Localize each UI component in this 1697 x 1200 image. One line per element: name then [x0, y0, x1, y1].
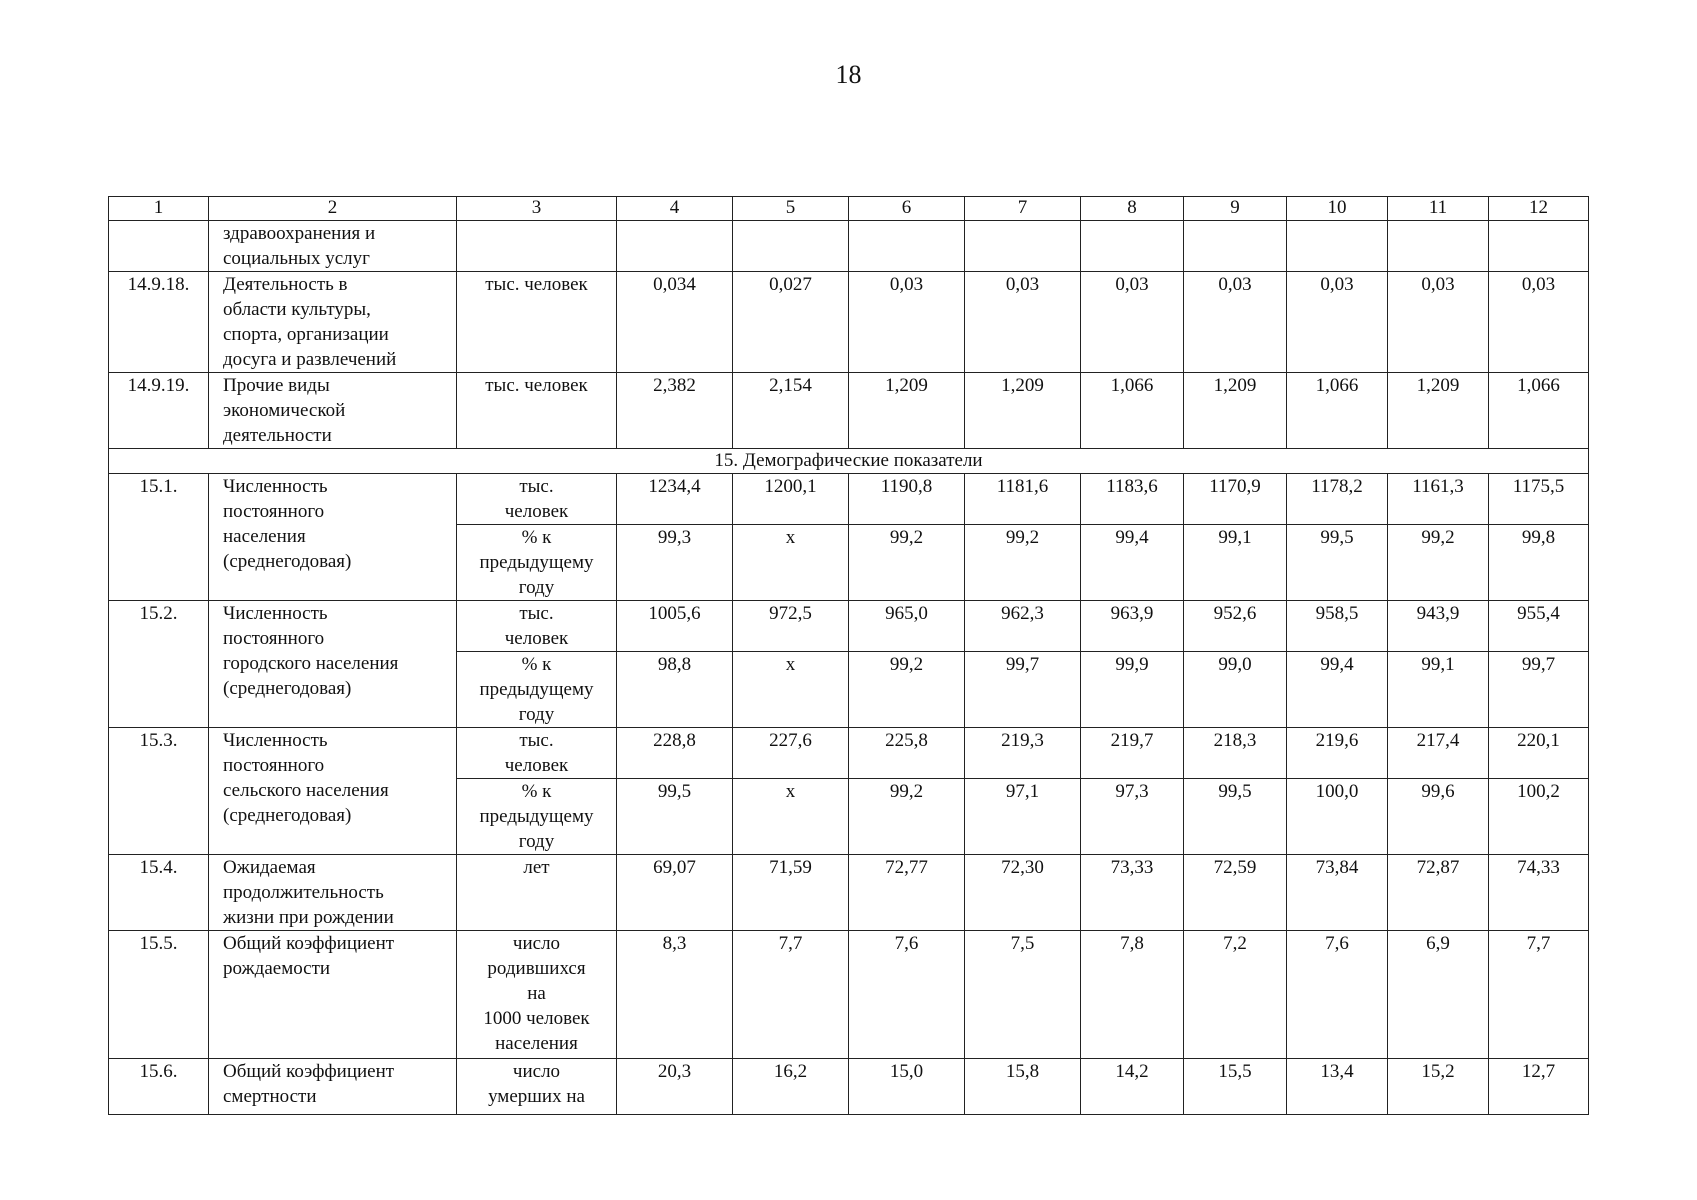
table-row: [109, 221, 1589, 272]
value-cell: 217,4: [1388, 728, 1489, 779]
value-cell: 100,2: [1489, 779, 1589, 855]
value-cell: 72,59: [1184, 855, 1287, 931]
indicator-name: Численность постоянного городского населения (среднегодовая): [209, 601, 457, 728]
value-cell: 962,3: [965, 601, 1081, 652]
row-number: 15.1.: [109, 474, 209, 601]
value-cell: 2,154: [733, 373, 849, 449]
value-cell: x: [733, 652, 849, 728]
value-cell: 0,03: [965, 272, 1081, 373]
value-cell: 1005,6: [617, 601, 733, 652]
value-cell: 99,1: [1388, 652, 1489, 728]
value-cell: [1489, 221, 1589, 272]
table-row: [109, 1059, 1589, 1115]
column-number: 9: [1184, 197, 1287, 221]
row-number: 15.3.: [109, 728, 209, 855]
value-cell: 1,066: [1081, 373, 1184, 449]
value-cell: 99,5: [617, 779, 733, 855]
table-row: [109, 855, 1589, 931]
value-cell: 71,59: [733, 855, 849, 931]
value-cell: 99,4: [1287, 652, 1388, 728]
value-cell: 0,03: [1184, 272, 1287, 373]
value-cell: 99,9: [1081, 652, 1184, 728]
value-cell: 1183,6: [1081, 474, 1184, 525]
value-cell: 228,8: [617, 728, 733, 779]
value-cell: 97,3: [1081, 779, 1184, 855]
unit: % к предыдущему году: [457, 652, 617, 728]
value-cell: 15,5: [1184, 1059, 1287, 1115]
value-cell: 7,7: [1489, 931, 1589, 1059]
value-cell: 99,5: [1287, 525, 1388, 601]
value-cell: 943,9: [1388, 601, 1489, 652]
table-row: [109, 373, 1589, 449]
value-cell: 15,2: [1388, 1059, 1489, 1115]
unit: % к предыдущему году: [457, 779, 617, 855]
column-number: 12: [1489, 197, 1589, 221]
section-title: 15. Демографические показатели: [109, 449, 1589, 474]
value-cell: 99,2: [849, 779, 965, 855]
value-cell: 955,4: [1489, 601, 1589, 652]
unit: лет: [457, 855, 617, 931]
column-number: 7: [965, 197, 1081, 221]
value-cell: 99,5: [1184, 779, 1287, 855]
column-number: 3: [457, 197, 617, 221]
value-cell: [617, 221, 733, 272]
value-cell: 1200,1: [733, 474, 849, 525]
value-cell: 99,4: [1081, 525, 1184, 601]
value-cell: 1,209: [965, 373, 1081, 449]
table-row: [109, 601, 1589, 652]
value-cell: 20,3: [617, 1059, 733, 1115]
unit: число умерших на: [457, 1059, 617, 1115]
value-cell: 99,1: [1184, 525, 1287, 601]
value-cell: 0,027: [733, 272, 849, 373]
row-number: 15.6.: [109, 1059, 209, 1115]
value-cell: 13,4: [1287, 1059, 1388, 1115]
value-cell: [1287, 221, 1388, 272]
table-body: [109, 197, 1589, 1115]
table-row: [109, 272, 1589, 373]
value-cell: 1,209: [1388, 373, 1489, 449]
value-cell: 72,30: [965, 855, 1081, 931]
value-cell: [1388, 221, 1489, 272]
column-number: 8: [1081, 197, 1184, 221]
value-cell: 972,5: [733, 601, 849, 652]
value-cell: 99,3: [617, 525, 733, 601]
value-cell: 99,7: [1489, 652, 1589, 728]
row-number-cell: [109, 221, 209, 272]
value-cell: 0,03: [1287, 272, 1388, 373]
value-cell: 1181,6: [965, 474, 1081, 525]
column-number: 4: [617, 197, 733, 221]
indicator-name: здравоохранения и социальных услуг: [209, 221, 457, 272]
value-cell: 15,0: [849, 1059, 965, 1115]
value-cell: 99,2: [1388, 525, 1489, 601]
value-cell: 99,2: [965, 525, 1081, 601]
value-cell: 1170,9: [1184, 474, 1287, 525]
section-row: [109, 449, 1589, 474]
value-cell: 99,0: [1184, 652, 1287, 728]
value-cell: [1184, 221, 1287, 272]
row-number: 15.2.: [109, 601, 209, 728]
value-cell: 1,066: [1287, 373, 1388, 449]
value-cell: 965,0: [849, 601, 965, 652]
column-number: 1: [109, 197, 209, 221]
value-cell: 72,87: [1388, 855, 1489, 931]
value-cell: [1081, 221, 1184, 272]
value-cell: 220,1: [1489, 728, 1589, 779]
value-cell: 2,382: [617, 373, 733, 449]
value-cell: 219,7: [1081, 728, 1184, 779]
row-number: 15.4.: [109, 855, 209, 931]
value-cell: 99,8: [1489, 525, 1589, 601]
value-cell: 6,9: [1388, 931, 1489, 1059]
indicator-name: Общий коэффициент рождаемости: [209, 931, 457, 1059]
row-number: 14.9.19.: [109, 373, 209, 449]
value-cell: 7,2: [1184, 931, 1287, 1059]
row-number: 15.5.: [109, 931, 209, 1059]
unit: число родившихся на 1000 человек населения: [457, 931, 617, 1059]
column-number: 10: [1287, 197, 1388, 221]
value-cell: 73,33: [1081, 855, 1184, 931]
page-number: 18: [835, 60, 862, 89]
indicator-name: Деятельность в области культуры, спорта, организации досуга и развлечений: [209, 272, 457, 373]
value-cell: 219,3: [965, 728, 1081, 779]
value-cell: 99,2: [849, 525, 965, 601]
indicator-name: Численность постоянного сельского населения (среднегодовая): [209, 728, 457, 855]
value-cell: [733, 221, 849, 272]
value-cell: 0,03: [1388, 272, 1489, 373]
unit: тыс. человек: [457, 474, 617, 525]
value-cell: 958,5: [1287, 601, 1388, 652]
value-cell: 1178,2: [1287, 474, 1388, 525]
value-cell: [849, 221, 965, 272]
value-cell: 7,6: [849, 931, 965, 1059]
value-cell: x: [733, 525, 849, 601]
unit: тыс. человек: [457, 728, 617, 779]
table-row: [109, 728, 1589, 779]
value-cell: 100,0: [1287, 779, 1388, 855]
value-cell: 7,6: [1287, 931, 1388, 1059]
value-cell: 98,8: [617, 652, 733, 728]
unit: % к предыдущему году: [457, 525, 617, 601]
value-cell: 218,3: [1184, 728, 1287, 779]
value-cell: 1234,4: [617, 474, 733, 525]
value-cell: 0,03: [1489, 272, 1589, 373]
column-number: 6: [849, 197, 965, 221]
value-cell: 952,6: [1184, 601, 1287, 652]
column-number: 2: [209, 197, 457, 221]
row-number: 14.9.18.: [109, 272, 209, 373]
unit: тыс. человек: [457, 272, 617, 373]
value-cell: 74,33: [1489, 855, 1589, 931]
value-cell: [965, 221, 1081, 272]
value-cell: 1161,3: [1388, 474, 1489, 525]
table-row: [109, 474, 1589, 525]
value-cell: 0,034: [617, 272, 733, 373]
value-cell: 97,1: [965, 779, 1081, 855]
indicators-table: [108, 196, 1589, 1115]
value-cell: 99,6: [1388, 779, 1489, 855]
indicator-name: Прочие виды экономической деятельности: [209, 373, 457, 449]
table-row: [109, 931, 1589, 1059]
value-cell: 14,2: [1081, 1059, 1184, 1115]
value-cell: 0,03: [849, 272, 965, 373]
indicator-name: Ожидаемая продолжительность жизни при рождении: [209, 855, 457, 931]
unit-cell: [457, 221, 617, 272]
value-cell: 16,2: [733, 1059, 849, 1115]
value-cell: 73,84: [1287, 855, 1388, 931]
value-cell: 12,7: [1489, 1059, 1589, 1115]
value-cell: 1,066: [1489, 373, 1589, 449]
indicator-name: Численность постоянного населения (среднегодовая): [209, 474, 457, 601]
value-cell: 15,8: [965, 1059, 1081, 1115]
indicator-name: Общий коэффициент смертности: [209, 1059, 457, 1115]
value-cell: 99,7: [965, 652, 1081, 728]
value-cell: 8,3: [617, 931, 733, 1059]
unit: тыс. человек: [457, 601, 617, 652]
value-cell: 1,209: [1184, 373, 1287, 449]
value-cell: 1190,8: [849, 474, 965, 525]
value-cell: 219,6: [1287, 728, 1388, 779]
column-number: 5: [733, 197, 849, 221]
value-cell: 69,07: [617, 855, 733, 931]
value-cell: x: [733, 779, 849, 855]
header-row: [109, 197, 1589, 221]
value-cell: 227,6: [733, 728, 849, 779]
value-cell: 72,77: [849, 855, 965, 931]
value-cell: 225,8: [849, 728, 965, 779]
value-cell: 7,8: [1081, 931, 1184, 1059]
column-number: 11: [1388, 197, 1489, 221]
value-cell: 963,9: [1081, 601, 1184, 652]
unit: тыс. человек: [457, 373, 617, 449]
value-cell: 1175,5: [1489, 474, 1589, 525]
value-cell: 99,2: [849, 652, 965, 728]
value-cell: 7,7: [733, 931, 849, 1059]
value-cell: 7,5: [965, 931, 1081, 1059]
value-cell: 0,03: [1081, 272, 1184, 373]
value-cell: 1,209: [849, 373, 965, 449]
